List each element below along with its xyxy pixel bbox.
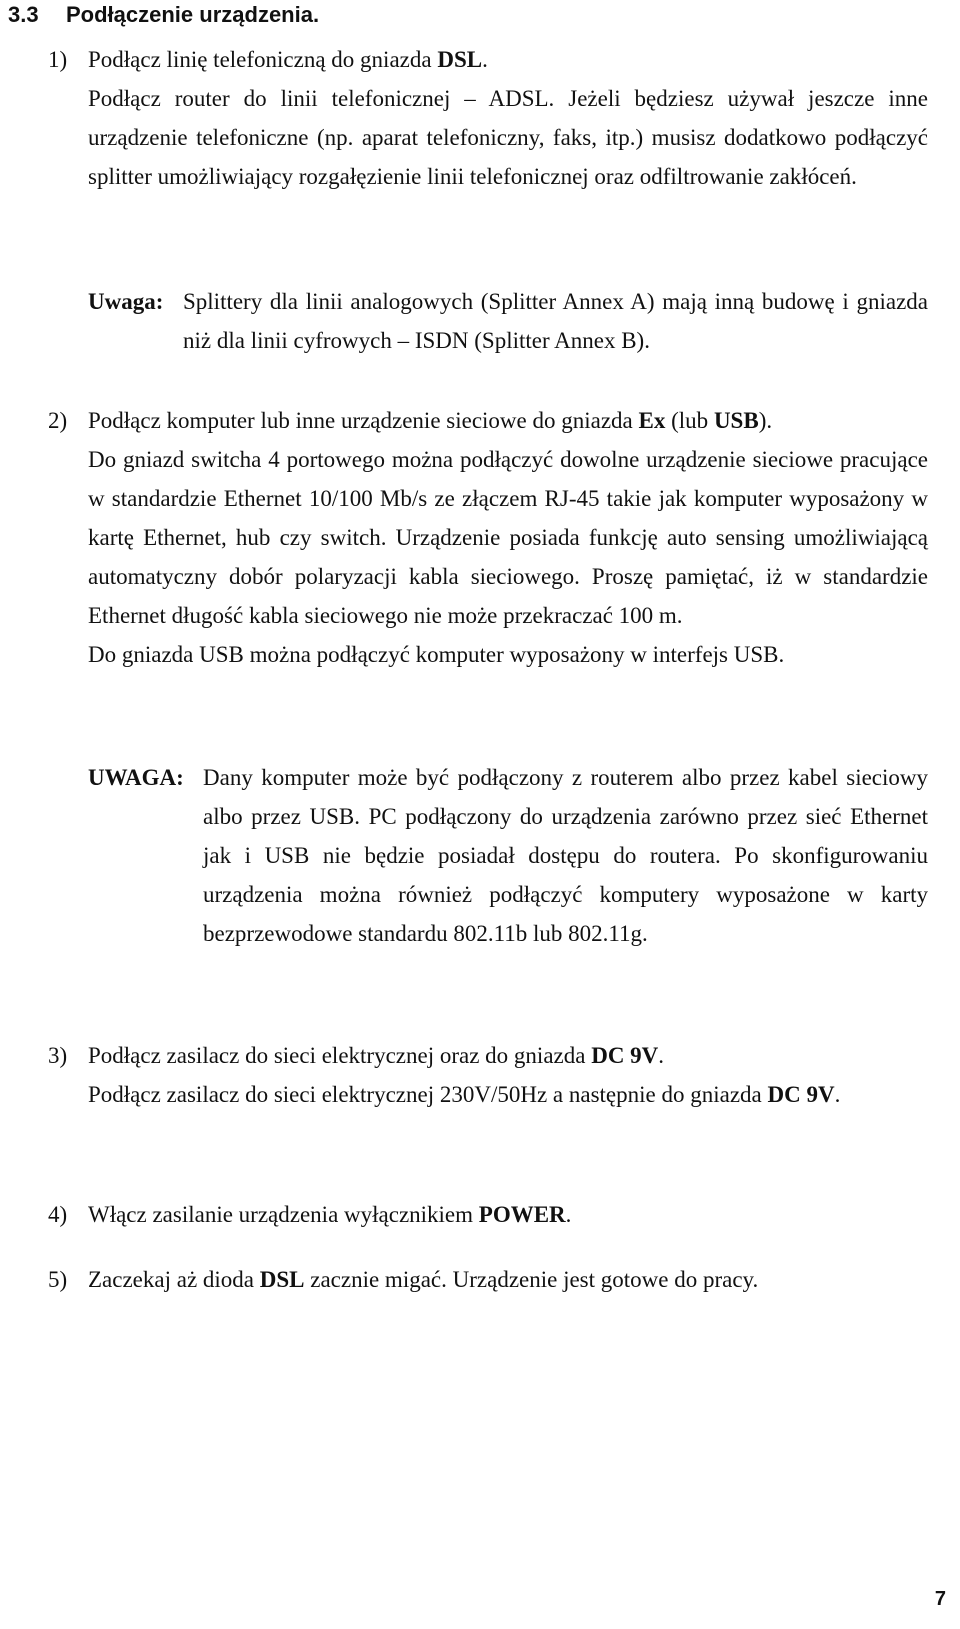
step-lead: Zaczekaj aż dioda DSL zacznie migać. Urządzenie jest gotowe do pracy. — [88, 1267, 759, 1292]
step-paragraph: Do gniazd switcha 4 portowego można podłączyć dowolne urządzenie sieciowe pracujące w standardzie Ethernet 10/100 Mb/s ze złączem RJ-45 takie jak komputer wyposażony w kartę Ethernet, hub czy switch. Urządzenie posiada funkcję auto sensing umożliwiającą automatyczny dobór polaryzacji kabla sieciowego. Proszę pamiętać, iż w standardzie Ethernet długość kabla sieciowego nie może przekraczać 100 m. — [88, 447, 928, 628]
dsl-led-label: DSL — [259, 1267, 305, 1292]
ex-port-label: Ex — [638, 408, 666, 433]
step-marker: 3) — [48, 1043, 68, 1068]
note-label: UWAGA: — [88, 765, 184, 790]
step-lead: Włącz zasilanie urządzenia wyłącznikiem POWER. — [88, 1202, 572, 1227]
step-lead: Podłącz linię telefoniczną do gniazda DSL. — [88, 47, 488, 72]
step-1 — [48, 40, 928, 196]
step-lead: Podłącz komputer lub inne urządzenie sieciowe do gniazda Ex (lub USB). — [88, 408, 773, 433]
step-marker: 1) — [48, 47, 68, 72]
step-2 — [48, 401, 928, 674]
step-paragraph-usb: Do gniazda USB można podłączyć komputer wyposażony w interfejs USB. — [88, 642, 785, 667]
note-text: Dany komputer może być podłączony z routerem albo przez kabel sieciowy albo przez USB. PC podłączony do urządzenia zarówno przez sieć Ethernet jak i USB nie będzie posiadał dostępu do routera. Po skonfigurowaniu urządzenia można również podłączyć komputery wyposażone w karty bezprzewodowe standardu 802.11b lub 802.11g. — [203, 765, 928, 946]
step-marker: 5) — [48, 1267, 68, 1292]
note-label: Uwaga: — [88, 289, 164, 314]
step-3 — [48, 1036, 928, 1114]
splitter-note — [88, 282, 928, 360]
step-paragraph: Podłącz router do linii telefonicznej – ADSL. Jeżeli będziesz używał jeszcze inne urządzenie telefoniczne (np. aparat telefoniczny, faks, itp.) musisz dodatkowo podłączyć splitter umożliwiający rozgałęzienie linii telefonicznej oraz odfiltrowanie zakłóceń. — [88, 86, 928, 189]
step-5 — [48, 1260, 928, 1299]
step-marker: 2) — [48, 408, 68, 433]
dc-port-label: DC 9V — [591, 1043, 659, 1068]
section-number: 3.3 — [8, 2, 39, 27]
power-switch-label: POWER — [478, 1202, 566, 1227]
page-number: 7 — [934, 1588, 946, 1610]
note-text: Splittery dla linii analogowych (Splitter Annex A) mają inną budowę i gniazda niż dla linii cyfrowych – ISDN (Splitter Annex B). — [183, 289, 928, 353]
step-4 — [48, 1195, 928, 1234]
step-paragraph: Podłącz zasilacz do sieci elektrycznej 230V/50Hz a następnie do gniazda DC 9V. — [88, 1082, 841, 1107]
usb-port-label: USB — [713, 408, 759, 433]
section-heading — [8, 2, 319, 28]
usb-note — [88, 758, 928, 953]
section-title: Podłączenie urządzenia. — [66, 2, 320, 27]
dc-port-label: DC 9V — [767, 1082, 835, 1107]
dsl-port-label: DSL — [437, 47, 483, 72]
step-lead: Podłącz zasilacz do sieci elektrycznej oraz do gniazda DC 9V. — [88, 1043, 665, 1068]
step-marker: 4) — [48, 1202, 68, 1227]
